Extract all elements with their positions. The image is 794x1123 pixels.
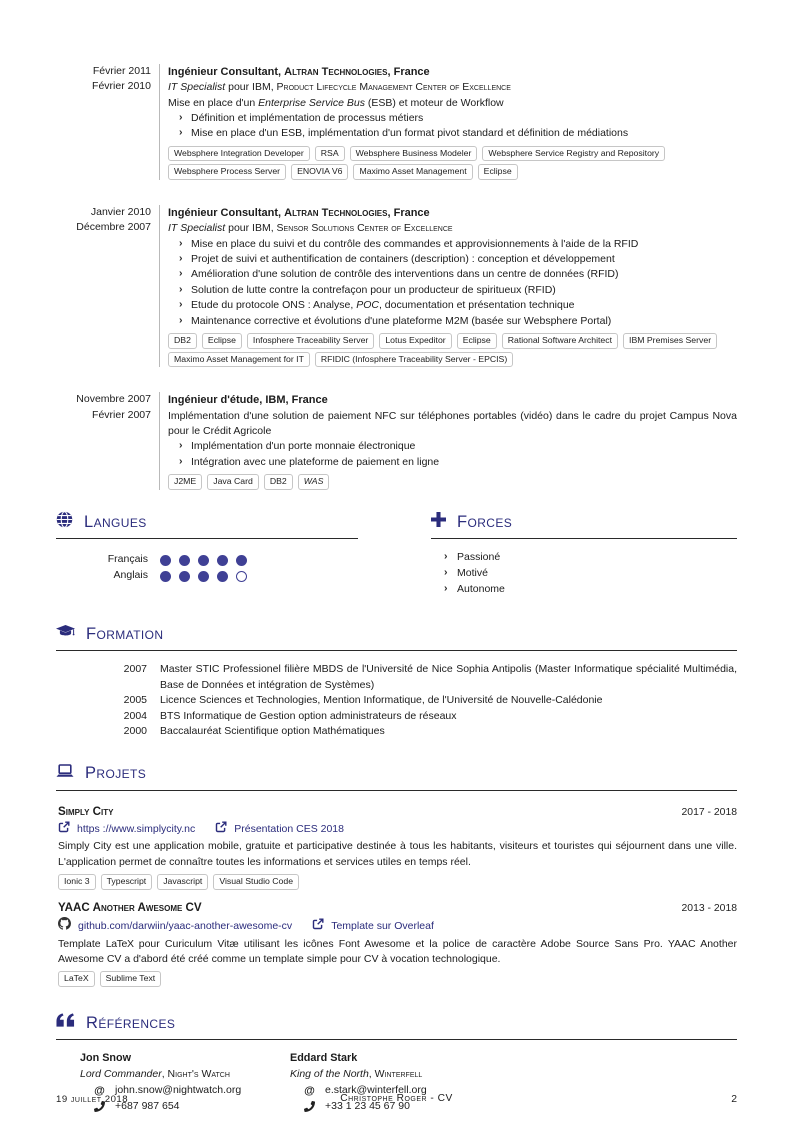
reference-role: Lord Commander, Night's Watch bbox=[80, 1068, 230, 1081]
skill-tag: Maximo Asset Management bbox=[353, 164, 472, 180]
external-link-icon bbox=[58, 821, 70, 838]
formation-year: 2000 bbox=[123, 725, 147, 738]
project-name: YAAC Another Awesome CV bbox=[58, 900, 202, 914]
language-row bbox=[56, 552, 358, 568]
section-title: Forces bbox=[457, 512, 513, 531]
footer-page-number: 2 bbox=[731, 1093, 737, 1105]
bullet-item: › Définition et implémentation de processus métiers bbox=[178, 111, 737, 126]
skill-tag: Eclipse bbox=[478, 164, 518, 180]
external-link-icon bbox=[215, 821, 227, 838]
section-formation bbox=[56, 622, 737, 739]
level-dot-filled bbox=[160, 571, 171, 582]
level-dot-filled bbox=[217, 555, 228, 566]
formation-year: 2004 bbox=[123, 709, 147, 722]
quote-icon bbox=[56, 1013, 75, 1032]
github-icon bbox=[58, 917, 71, 935]
language-level-dots bbox=[160, 555, 255, 566]
reference-name: Jon Snow bbox=[80, 1052, 131, 1065]
force-item: › Autonome bbox=[444, 582, 737, 598]
globe-icon bbox=[56, 511, 73, 533]
experience-title: Ingénieur d'étude, IBM, France bbox=[168, 394, 328, 407]
skill-tag: IBM Premises Server bbox=[623, 333, 717, 349]
skill-tag: Visual Studio Code bbox=[213, 874, 299, 890]
external-link-icon bbox=[312, 918, 324, 935]
experience-subtitle: IT Specialist pour IBM, Sensor Solutions Center of Excellence bbox=[168, 222, 453, 235]
formation-row bbox=[56, 662, 737, 693]
experience-title: Ingénieur Consultant, Altran Technologies, France bbox=[168, 207, 430, 220]
laptop-icon bbox=[56, 764, 74, 783]
references-header bbox=[56, 1011, 737, 1040]
formation-text: Licence Sciences et Technologies, Mention Informatique, de l'Université de Nouvelle-Calédonie bbox=[160, 694, 603, 707]
graduation-cap-icon bbox=[56, 625, 75, 643]
langues-forces-row bbox=[56, 510, 737, 598]
skill-tag: LaTeX bbox=[58, 971, 95, 987]
section-title: Références bbox=[86, 1014, 176, 1033]
date-start: Février 2007 bbox=[92, 408, 151, 421]
section-title: Projets bbox=[85, 764, 147, 783]
project-links bbox=[58, 821, 737, 838]
formation-year: 2005 bbox=[123, 694, 147, 707]
skill-tag: WAS bbox=[298, 474, 330, 490]
level-dot-filled bbox=[179, 571, 190, 582]
skill-tag: J2ME bbox=[168, 474, 202, 490]
skill-tag: Sublime Text bbox=[100, 971, 162, 987]
experience-entry bbox=[56, 392, 737, 489]
project-head bbox=[58, 899, 737, 916]
force-item: › Passioné bbox=[444, 550, 737, 566]
skill-tag: Maximo Asset Management for IT bbox=[168, 352, 310, 368]
skill-tag: Websphere Integration Developer bbox=[168, 146, 310, 162]
date-end: Janvier 2010 bbox=[90, 206, 151, 219]
level-dot-empty bbox=[236, 571, 247, 582]
skill-tag: Websphere Service Registry and Repository bbox=[482, 146, 665, 162]
bullet-item: › Maintenance corrective et évolutions d'une plateforme M2M (basée sur Websphere Portal) bbox=[178, 314, 737, 329]
bullet-item: › Implémentation d'un porte monnaie électronique bbox=[178, 439, 737, 454]
project-link-label: Template sur Overleaf bbox=[331, 919, 434, 932]
formation-row bbox=[56, 693, 737, 708]
skill-tag: DB2 bbox=[264, 474, 293, 490]
reference-phone: +687 987 654 bbox=[115, 1099, 180, 1112]
forces-header bbox=[431, 510, 737, 539]
level-dot-filled bbox=[160, 555, 171, 566]
formation-text: Baccalauréat Scientifique option Mathématiques bbox=[160, 725, 385, 738]
experience-bullets bbox=[168, 439, 737, 470]
skill-tag: Eclipse bbox=[457, 333, 497, 349]
project-description: Template LaTeX pour Curiculum Vitæ utilisant les icônes Font Awesome et la police de caractère Adobe Source Sans Pro. YAAC Another Awesome CV a d'abord été créé comme un template simple pour CV à vocation technologique. bbox=[58, 937, 737, 966]
bullet-item: › Projet de suivi et authentification de containers (description) : conception et développement bbox=[178, 252, 737, 267]
experience-title: Ingénieur Consultant, Altran Technologies, France bbox=[168, 66, 430, 78]
project-link[interactable] bbox=[312, 917, 434, 935]
formation-row bbox=[56, 724, 737, 739]
formation-header bbox=[56, 622, 737, 651]
project-link-label: github.com/darwiin/yaac-another-awesome-cv bbox=[78, 919, 293, 932]
bullet-item: › Intégration avec une plateforme de paiement en ligne bbox=[178, 455, 737, 470]
project-link[interactable] bbox=[58, 917, 292, 935]
experience-description: Mise en place d'un Enterprise Service Bus (ESB) et moteur de Workflow bbox=[168, 96, 504, 109]
language-level-dots bbox=[160, 571, 255, 582]
bullet-item: › Solution de lutte contre la contrefaçon pour un producteur de spiritueux (RFID) bbox=[178, 283, 737, 298]
experience-description: Implémentation d'une solution de paiement NFC sur téléphones portables (vidéo) dans le cadre du projet Campus Nova pour le Crédit Agricole bbox=[168, 409, 737, 437]
plus-icon bbox=[431, 512, 446, 532]
project-period: 2017 - 2018 bbox=[681, 806, 737, 818]
experience-bullets bbox=[168, 111, 737, 142]
formation-text: Master STIC Professionel filière MBDS de l'Université de Nice Sophia Antipolis (Master Informatique spécialité Multimédia, Base de Données et intégration de Systèmes) bbox=[160, 663, 737, 691]
project-name: Simply City bbox=[58, 804, 114, 818]
skill-tag: DB2 bbox=[168, 333, 197, 349]
project-link[interactable] bbox=[215, 821, 344, 838]
level-dot-filled bbox=[236, 555, 247, 566]
project-links bbox=[58, 917, 737, 935]
skill-tag: Javascript bbox=[157, 874, 208, 890]
level-dot-filled bbox=[198, 555, 209, 566]
language-label: Anglais bbox=[113, 569, 148, 582]
langues-header bbox=[56, 510, 358, 539]
level-dot-filled bbox=[217, 571, 228, 582]
skill-tag: Eclipse bbox=[202, 333, 242, 349]
skill-tag: Rational Software Architect bbox=[502, 333, 618, 349]
language-list bbox=[56, 552, 358, 584]
reference-name: Eddard Stark bbox=[290, 1052, 358, 1065]
section-title: Langues bbox=[84, 512, 147, 531]
experience-dates bbox=[56, 205, 160, 367]
bullet-item: › Amélioration d'une solution de contrôle des interventions dans un centre de données (RFID) bbox=[178, 267, 737, 282]
language-row bbox=[56, 568, 358, 584]
skill-tag: Typescript bbox=[101, 874, 153, 890]
reference-email[interactable]: e.stark@winterfell.org bbox=[325, 1083, 427, 1096]
formation-row bbox=[56, 709, 737, 724]
reference-phone: +33 1 23 45 67 90 bbox=[325, 1099, 410, 1112]
page-footer bbox=[56, 1093, 737, 1107]
language-label: Français bbox=[107, 553, 148, 566]
formation-year: 2007 bbox=[123, 663, 147, 676]
experience-subtitle: IT Specialist pour IBM, Product Lifecycle Management Center of Excellence bbox=[168, 81, 511, 94]
skill-tags bbox=[168, 146, 737, 180]
reference-role: King of the North, Winterfell bbox=[290, 1068, 423, 1081]
skill-tags bbox=[168, 474, 737, 490]
experience-dates bbox=[56, 64, 160, 180]
project-link-label: https ://www.simplycity.nc bbox=[77, 823, 196, 835]
bullet-item: › Etude du protocole ONS : Analyse, POC, documentation et présentation technique bbox=[178, 298, 737, 313]
project-entry bbox=[56, 803, 737, 890]
skill-tag: Websphere Business Modeler bbox=[350, 146, 478, 162]
skill-tags bbox=[58, 874, 737, 890]
skill-tag: Ionic 3 bbox=[58, 874, 96, 890]
skill-tag: Java Card bbox=[207, 474, 259, 490]
project-period: 2013 - 2018 bbox=[681, 902, 737, 914]
section-langues bbox=[56, 510, 358, 598]
experience-body bbox=[160, 392, 737, 489]
force-item: › Motivé bbox=[444, 566, 737, 582]
section-title: Formation bbox=[86, 625, 164, 644]
experience-body bbox=[160, 205, 737, 367]
experience-body bbox=[160, 64, 737, 180]
project-description: Simply City est une application mobile, gratuite et participative destinée à tous les habitants, visiteurs et touristes qui séjournent dans une ville. L'application permet de connaître toutes les informations et services utiles en temps réel. bbox=[58, 840, 737, 868]
skill-tag: Infosphere Traceability Server bbox=[247, 333, 374, 349]
skill-tag: RFIDIC (Infosphere Traceability Server - EPCIS) bbox=[315, 352, 513, 368]
footer-date: 19 juillet 2018 bbox=[56, 1093, 129, 1105]
level-dot-filled bbox=[198, 571, 209, 582]
projets-header bbox=[56, 761, 737, 790]
project-link-label: Présentation CES 2018 bbox=[234, 823, 344, 835]
date-start: Décembre 2007 bbox=[76, 221, 151, 234]
formation-text: BTS Informatique de Gestion option administrateurs de réseaux bbox=[160, 709, 457, 722]
experience-entry bbox=[56, 205, 737, 367]
bullet-item: › Mise en place du suivi et du contrôle des commandes et approvisionnements à l'aide de la RFID bbox=[178, 237, 737, 252]
date-end: Février 2011 bbox=[92, 65, 151, 77]
skill-tags bbox=[58, 971, 737, 987]
experience-entry bbox=[56, 64, 737, 180]
footer-title: Christophe Roger - CV bbox=[340, 1093, 453, 1105]
forces-list bbox=[431, 550, 737, 598]
skill-tag: RSA bbox=[315, 146, 345, 162]
reference-email[interactable]: john.snow@nightwatch.org bbox=[115, 1083, 242, 1096]
experience-bullets bbox=[168, 237, 737, 330]
experience-dates bbox=[56, 392, 160, 489]
skill-tag: Lotus Expeditor bbox=[379, 333, 451, 349]
project-entry bbox=[56, 899, 737, 987]
date-end: Novembre 2007 bbox=[76, 393, 151, 406]
project-head bbox=[58, 803, 737, 820]
section-projets bbox=[56, 761, 737, 987]
date-start: Février 2010 bbox=[92, 80, 151, 93]
skill-tags bbox=[168, 333, 737, 367]
section-forces bbox=[431, 510, 737, 598]
project-link[interactable] bbox=[58, 821, 195, 838]
skill-tag: Websphere Process Server bbox=[168, 164, 286, 180]
skill-tag: ENOVIA V6 bbox=[291, 164, 348, 180]
formation-list bbox=[56, 662, 737, 739]
level-dot-filled bbox=[179, 555, 190, 566]
bullet-item: › Mise en place d'un ESB, implémentation d'un format pivot standard et définition de médiations bbox=[178, 126, 737, 141]
